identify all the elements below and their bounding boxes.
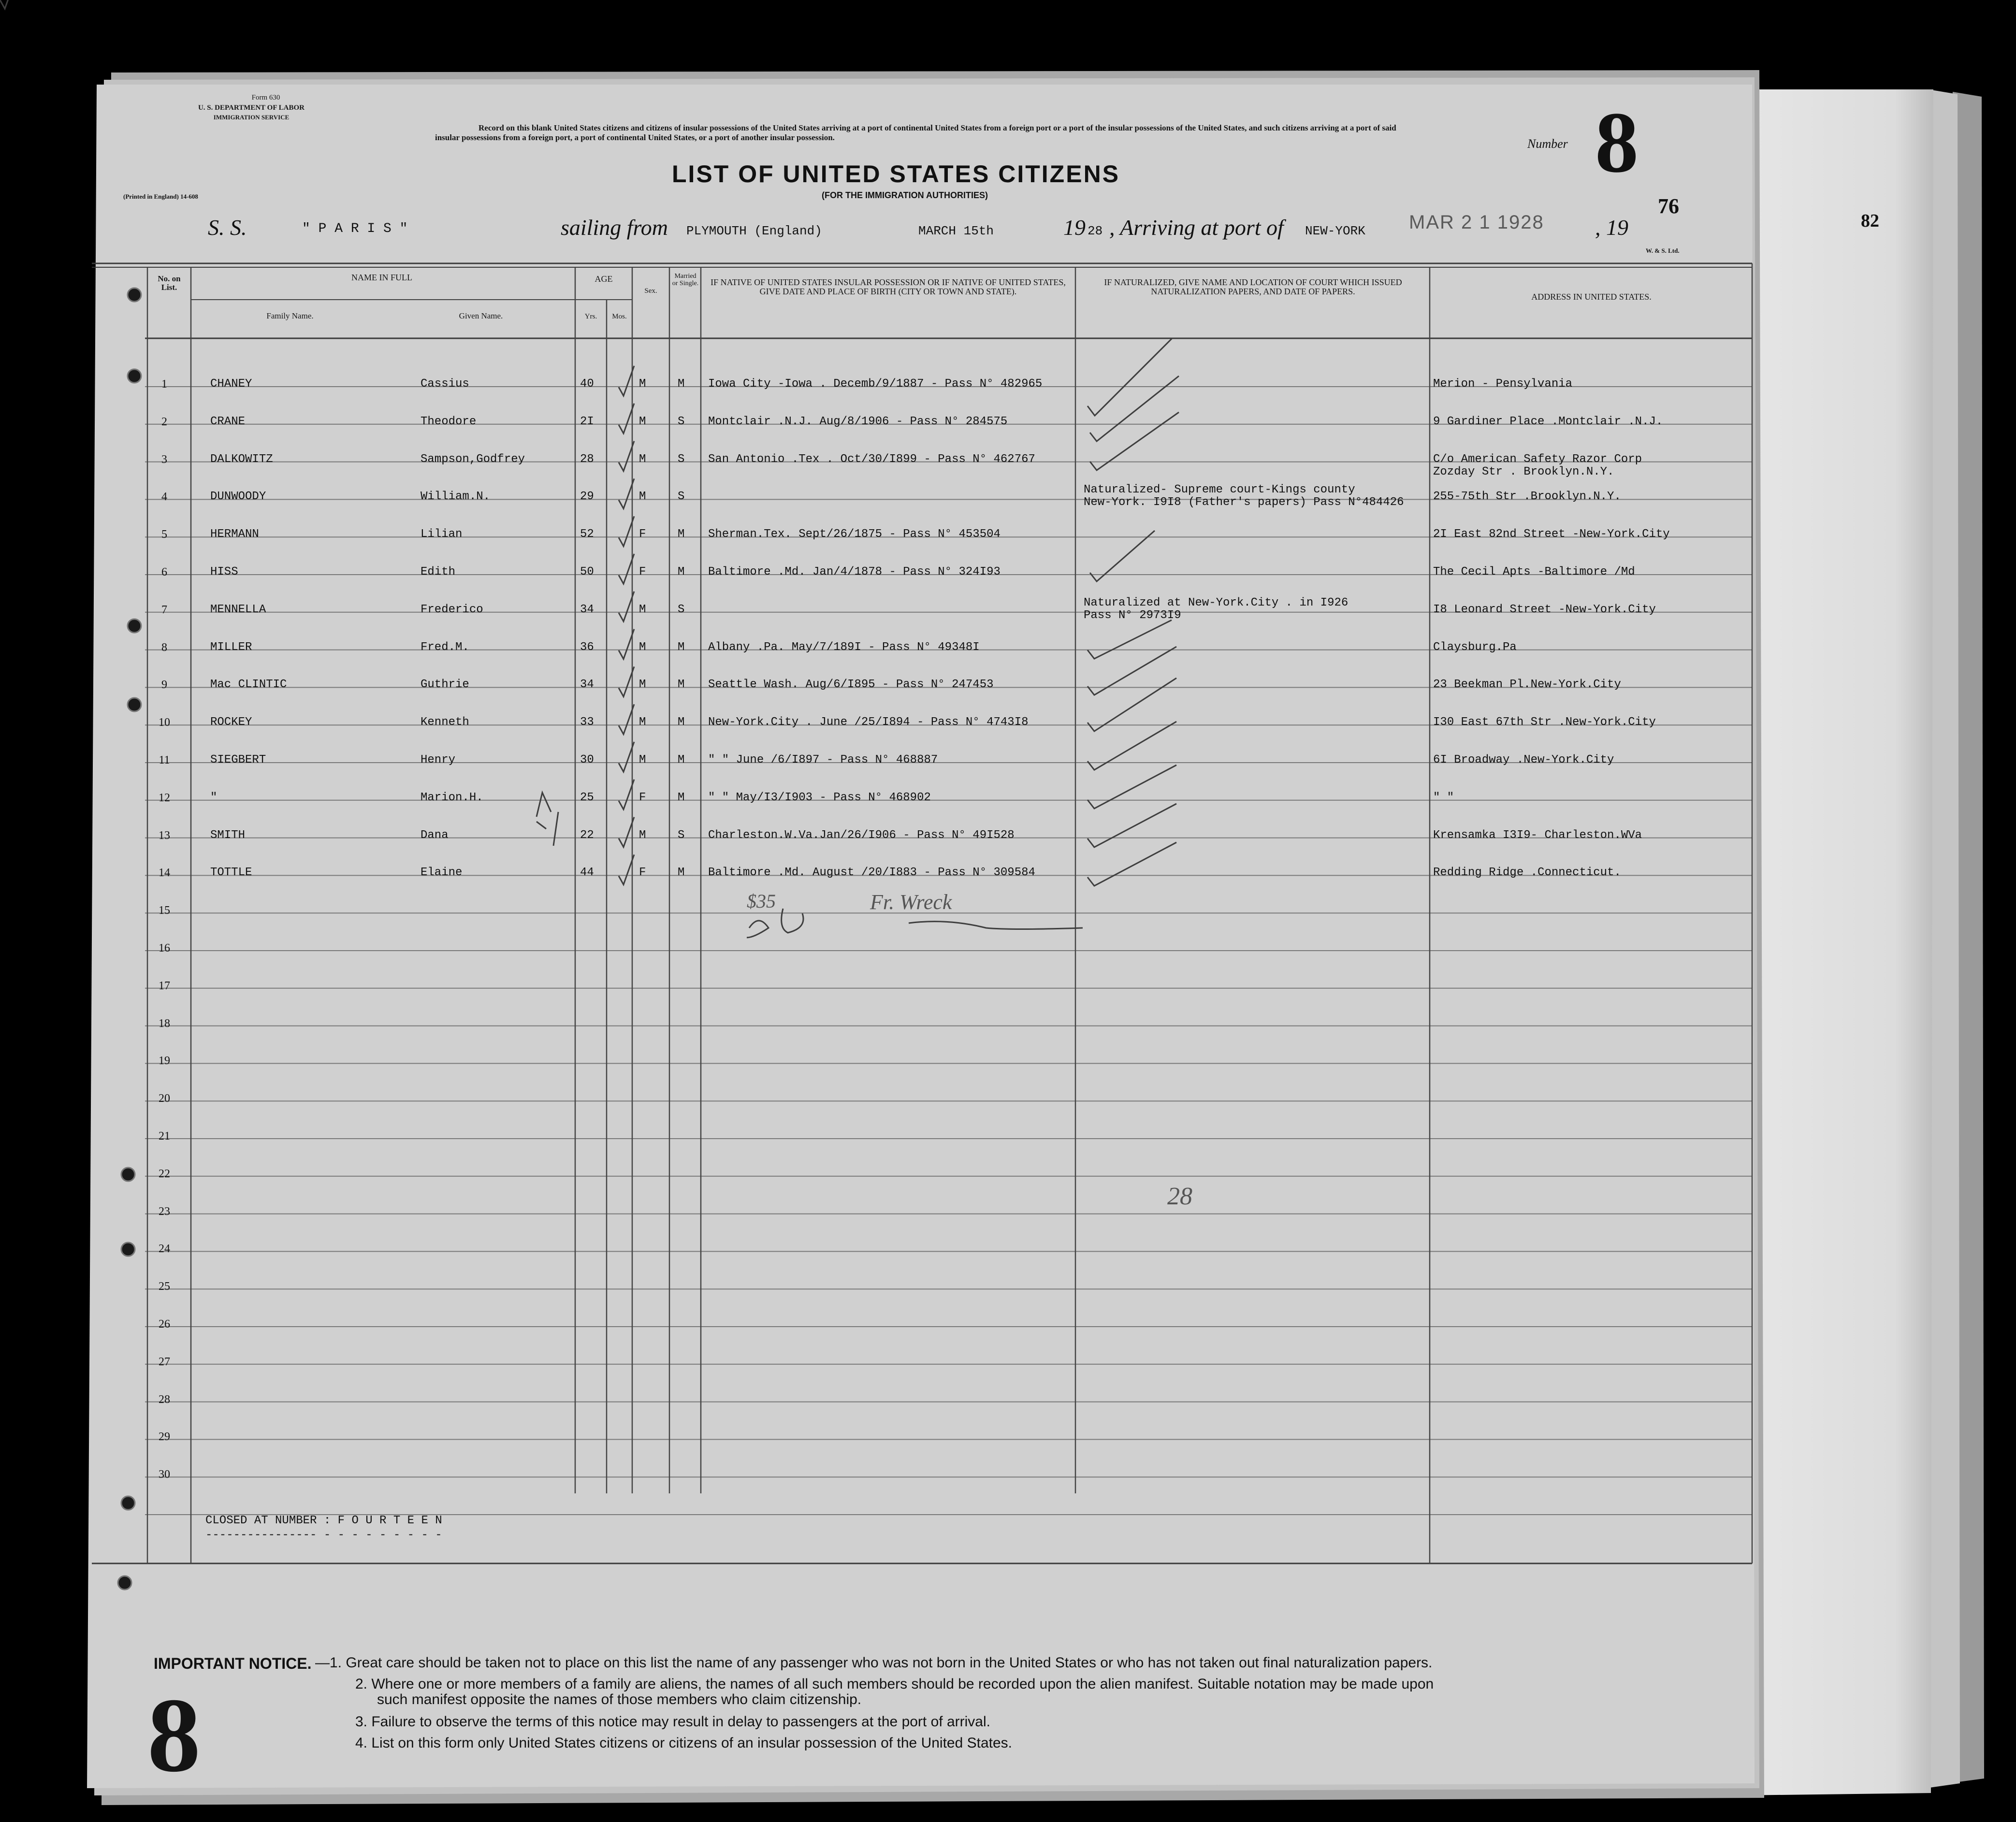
row-number: 1 <box>161 378 167 390</box>
notice-item-2-cont: such manifest opposite the names of those members who claim citizenship. <box>377 1692 862 1707</box>
birth-place-date: Seattle Wash. Aug/6/I895 - Pass N° 247453 <box>708 678 994 692</box>
empty-row-number: 17 <box>159 979 170 992</box>
sex: M <box>639 377 646 390</box>
address: 9 Gardiner Place .Montclair .N.J. <box>1433 415 1663 428</box>
header-age: AGE <box>595 274 613 284</box>
marital-status: S <box>678 603 685 616</box>
birth-place-date: " " May/I3/I903 - Pass N° 468902 <box>708 791 931 804</box>
age-years: 52 <box>580 528 594 541</box>
given-name: Edith <box>421 565 456 578</box>
marital-status: S <box>678 490 685 504</box>
notice-item-1: —1. Great care should be taken not to place on this list the name of any passenger who was not born in the United States or who has not taken out final naturalization papers. <box>315 1655 1433 1671</box>
birth-place-date: New-York.City . June /25/I894 - Pass N° 4743I8 <box>708 716 1029 729</box>
printed-note: (Printed in England) 14-608 <box>123 193 198 200</box>
birth-place-date: Baltimore .Md. August /20/I883 - Pass N° 309584 <box>708 866 1035 880</box>
instructions-text: Record on this blank United States citizens and citizens of insular possessions of the United States arriving at a port of continental United States from a foreign port or a port of the insular possessions of the United States, and such citizens arriving at a port of said insular possessions from a foreign port, a port of continental United States, or a port of another insular possession. <box>435 123 1396 142</box>
notice-heading: IMPORTANT NOTICE. <box>154 1655 312 1672</box>
sex: F <box>639 791 646 804</box>
arriving-label: , Arriving at port of <box>1109 215 1284 240</box>
sex: F <box>639 528 646 541</box>
sex: F <box>639 866 646 880</box>
age-years: 2I <box>580 415 594 428</box>
notice-item-2: 2. Where one or more members of a family are aliens, the names of all such members should be recorded upon the alien manifest. Suitable notation may be made upon <box>355 1676 1434 1692</box>
arrival-date-stamp: MAR 2 1 1928 <box>1409 212 1544 233</box>
empty-row-number: 27 <box>159 1355 170 1368</box>
address: 6I Broadway .New-York.City <box>1433 753 1614 766</box>
header-age-years: Yrs. <box>584 313 597 320</box>
family-name: CHANEY <box>210 377 252 390</box>
sex: M <box>639 828 646 842</box>
family-name: MILLER <box>210 640 252 654</box>
birth-place-date: Charleston.W.Va.Jan/26/I906 - Pass N° 49I528 <box>708 828 1015 842</box>
sex: M <box>639 452 646 466</box>
row-number: 12 <box>159 791 170 804</box>
number-label: Number <box>1527 137 1568 151</box>
birth-place-date: Sherman.Tex. Sept/26/1875 - Pass N° 453504 <box>708 528 1001 541</box>
family-name: Mac CLINTIC <box>210 678 287 692</box>
age-years: 34 <box>580 678 594 692</box>
empty-row-number: 22 <box>159 1167 170 1180</box>
empty-row-number: 24 <box>159 1243 170 1256</box>
header-naturalization: IF NATURALIZED, GIVE NAME AND LOCATION OF COURT WHICH ISSUED NATURALIZATION PAPERS, AND DATE OF PAPERS. <box>1104 277 1402 296</box>
given-name: Elaine <box>421 866 463 880</box>
corner-page-number: 76 <box>1658 194 1679 218</box>
row-number: 7 <box>161 603 167 616</box>
margin-list-number: 8 <box>147 1676 201 1794</box>
departure-date: MARCH 15th <box>918 224 994 238</box>
family-name: HERMANN <box>210 528 259 541</box>
header-no-on-list: No. on List. <box>158 274 181 292</box>
birth-place-date: Baltimore .Md. Jan/4/1878 - Pass N° 324I93 <box>708 565 1001 578</box>
family-name: " <box>210 791 218 804</box>
row-number: 8 <box>161 641 167 654</box>
row-number: 3 <box>161 453 167 466</box>
handwritten-number: 28 <box>1167 1183 1192 1210</box>
handwritten-signature: Fr. Wreck <box>870 890 952 914</box>
family-name: ROCKEY <box>210 716 252 729</box>
empty-row-number: 20 <box>159 1092 170 1105</box>
naturalization-info-line-2: New-York. I9I8 (Father's papers) Pass N°484426 <box>1084 496 1404 509</box>
birth-place-date: Iowa City -Iowa . Decemb/9/1887 - Pass N° 482965 <box>708 377 1043 390</box>
given-name: Henry <box>421 753 456 766</box>
row-number: 13 <box>159 829 170 842</box>
address: C/o American Safety Razor Corp <box>1433 452 1642 466</box>
age-years: 33 <box>580 716 594 729</box>
address: 255-75th Str .Brooklyn.N.Y. <box>1433 490 1621 504</box>
empty-row-number: 29 <box>159 1431 170 1444</box>
ship-name: " P A R I S " <box>302 221 408 236</box>
sex: M <box>639 716 646 729</box>
age-years: 50 <box>580 565 594 578</box>
empty-row-number: 19 <box>159 1055 170 1068</box>
family-name: HISS <box>210 565 238 578</box>
age-years: 36 <box>580 640 594 654</box>
age-years: 44 <box>580 866 594 880</box>
empty-row-number: 25 <box>159 1280 170 1293</box>
given-name: Sampson,Godfrey <box>421 452 525 466</box>
ss-label: S. S. <box>208 215 247 240</box>
given-name: Lilian <box>421 528 463 541</box>
naturalization-info: Naturalized- Supreme court-Kings county <box>1084 483 1355 497</box>
age-years: 29 <box>580 490 594 504</box>
given-name: Theodore <box>421 415 477 428</box>
age-years: 22 <box>580 828 594 842</box>
family-name: DUNWOODY <box>210 490 266 504</box>
empty-row-number: 18 <box>159 1017 170 1030</box>
empty-row-number: 28 <box>159 1393 170 1406</box>
row-number: 9 <box>161 679 167 692</box>
marital-status: M <box>678 716 685 729</box>
page-subtitle: (FOR THE IMMIGRATION AUTHORITIES) <box>822 190 988 200</box>
address: Redding Ridge .Connecticut. <box>1433 866 1621 880</box>
marital-status: S <box>678 828 685 842</box>
sex: M <box>639 490 646 504</box>
marital-status: M <box>678 528 685 541</box>
naturalization-info-line-2: Pass N° 2973I9 <box>1084 608 1181 622</box>
row-number: 2 <box>161 415 167 428</box>
closed-at-number: CLOSED AT NUMBER : F O U R T E E N <box>205 1514 442 1527</box>
row-number: 5 <box>161 528 167 541</box>
address: I30 East 67th Str .New-York.City <box>1433 716 1656 729</box>
empty-row-number: 21 <box>159 1130 170 1142</box>
empty-row-number: 23 <box>159 1205 170 1218</box>
address: 2I East 82nd Street -New-York.City <box>1433 528 1670 541</box>
sex: F <box>639 565 646 578</box>
empty-row-number: 30 <box>159 1468 170 1481</box>
marital-status: M <box>678 678 685 692</box>
family-name: SIEGBERT <box>210 753 266 766</box>
birth-place-date: San Antonio .Tex . Oct/30/I899 - Pass N° 462767 <box>708 452 1035 466</box>
address-line-2: Zozday Str . Brooklyn.N.Y. <box>1433 465 1614 478</box>
marital-status: M <box>678 640 685 654</box>
sex: M <box>639 603 646 616</box>
header-address: ADDRESS IN UNITED STATES. <box>1531 292 1652 302</box>
list-number: 8 <box>1595 94 1639 190</box>
marital-status: M <box>678 565 685 578</box>
notice-item-3: 3. Failure to observe the terms of this notice may result in delay to passengers at the port of arrival. <box>355 1714 990 1730</box>
given-name: Frederico <box>421 603 483 616</box>
birth-place-date: " " June /6/I897 - Pass N° 468887 <box>708 753 938 766</box>
address: Merion - Pensylvania <box>1433 377 1573 390</box>
marital-status: M <box>678 377 685 390</box>
adjacent-page-number: 82 <box>1861 211 1879 231</box>
given-name: Kenneth <box>421 716 469 729</box>
service-label: IMMIGRATION SERVICE <box>213 114 290 121</box>
empty-row-number: 26 <box>159 1318 170 1330</box>
marital-status: M <box>678 753 685 766</box>
given-name: Fred.M. <box>421 640 469 654</box>
header-age-months: Mos. <box>612 313 627 320</box>
given-name: Guthrie <box>421 678 469 692</box>
form-number-label: Form 630 <box>251 94 280 101</box>
year-prefix: 19 <box>1063 215 1086 240</box>
notice-item-4: 4. List on this form only United States citizens or citizens of an insular possession of the United States. <box>355 1735 1013 1751</box>
sex: M <box>639 415 646 428</box>
row-number: 14 <box>159 867 170 880</box>
row-number: 6 <box>161 566 167 578</box>
address: Claysburg.Pa <box>1433 640 1517 654</box>
row-number: 11 <box>159 754 170 766</box>
empty-row-number: 15 <box>159 904 170 917</box>
arrival-port: NEW-YORK <box>1305 224 1365 238</box>
naturalization-info: Naturalized at New-York.City . in I926 <box>1084 596 1349 609</box>
sex: M <box>639 678 646 692</box>
page-title: LIST OF UNITED STATES CITIZENS <box>672 160 1120 188</box>
row-number: 4 <box>161 491 167 504</box>
address: 23 Beekman Pl.New-York.City <box>1433 678 1621 692</box>
sex: M <box>639 640 646 654</box>
row-number: 10 <box>159 716 170 729</box>
marital-status: S <box>678 415 685 428</box>
closed-underline: ---------------- - - - - - - - - - <box>205 1529 442 1542</box>
marital-status: S <box>678 452 685 466</box>
family-name: SMITH <box>210 828 246 842</box>
age-years: 25 <box>580 791 594 804</box>
header-sex: Sex. <box>644 287 657 295</box>
sailing-label: sailing from <box>561 215 668 240</box>
department-label: U. S. DEPARTMENT OF LABOR <box>198 104 305 112</box>
marital-status: M <box>678 791 685 804</box>
birth-place-date: Montclair .N.J. Aug/8/1906 - Pass N° 284575 <box>708 415 1008 428</box>
header-name-in-full: NAME IN FULL <box>351 273 412 282</box>
age-years: 40 <box>580 377 594 390</box>
header-given-name: Given Name. <box>459 311 503 320</box>
marital-status: M <box>678 866 685 880</box>
header-family-name: Family Name. <box>266 311 314 320</box>
given-name: William.N. <box>421 490 491 504</box>
address: " " <box>1433 791 1454 804</box>
given-name: Dana <box>421 828 449 842</box>
sex: M <box>639 753 646 766</box>
empty-row-number: 16 <box>159 942 170 954</box>
address: The Cecil Apts -Baltimore /Md <box>1433 565 1635 578</box>
handwritten-initials: $35 <box>747 890 776 912</box>
address: Krensamka I3I9- Charleston.WVa <box>1433 828 1642 842</box>
year-2-label: , 19 <box>1595 215 1628 240</box>
age-years: 30 <box>580 753 594 766</box>
header-birth-place: IF NATIVE OF UNITED STATES INSULAR POSSESSION OR IF NATIVE OF UNITED STATES, GIVE DATE AND PLACE OF BIRTH (CITY OR TOWN AND STATE). <box>711 277 1066 296</box>
given-name: Marion.H. <box>421 791 483 804</box>
address: I8 Leonard Street -New-York.City <box>1433 603 1656 616</box>
year-suffix: 28 <box>1088 224 1103 238</box>
departure-port: PLYMOUTH (England) <box>686 224 822 238</box>
age-years: 28 <box>580 452 594 466</box>
birth-place-date: Albany .Pa. May/7/189I - Pass N° 49348I <box>708 640 980 654</box>
family-name: MENNELLA <box>210 603 266 616</box>
family-name: DALKOWITZ <box>210 452 273 466</box>
age-years: 34 <box>580 603 594 616</box>
printer-mark: W. & S. Ltd. <box>1646 247 1680 254</box>
family-name: TOTTLE <box>210 866 252 880</box>
header-married-or-single: Married or Single. <box>672 273 699 287</box>
family-name: CRANE <box>210 415 246 428</box>
given-name: Cassius <box>421 377 469 390</box>
